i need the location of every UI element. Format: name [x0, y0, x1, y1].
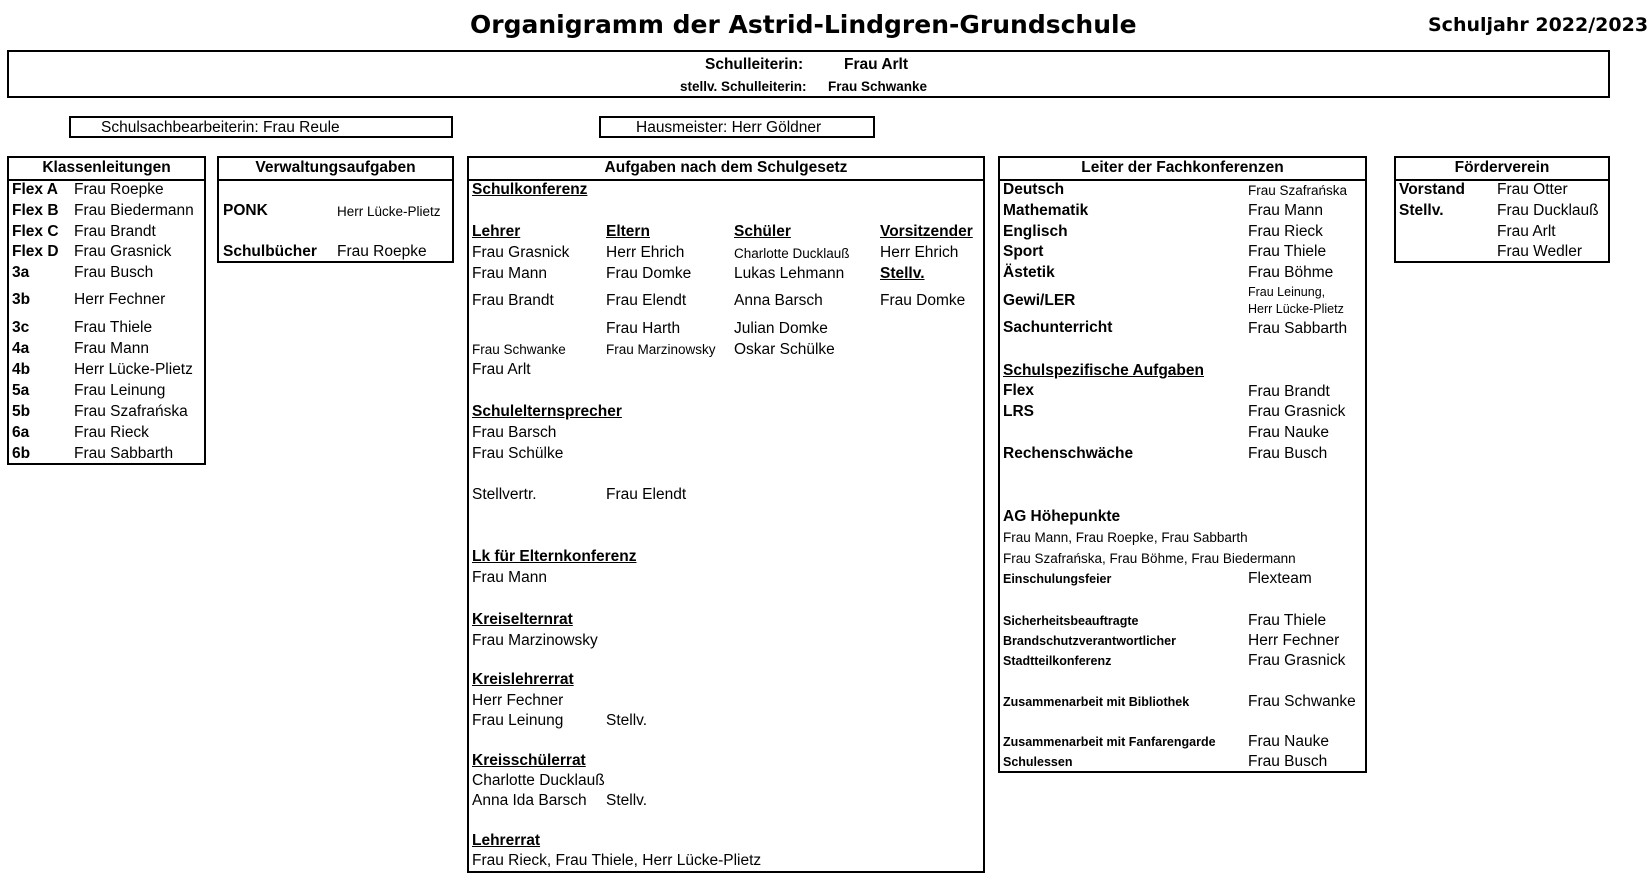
- aufgabe-label: Stadtteilkonferenz: [1003, 654, 1112, 668]
- lehrer-item: Frau Schwanke: [472, 342, 566, 357]
- ag-heading: AG Höhepunkte: [1003, 508, 1121, 525]
- fach-name: Frau Szafrańska: [1248, 183, 1348, 198]
- col-eltern: Eltern: [606, 223, 650, 240]
- sachbearbeiterin-box: [69, 116, 453, 138]
- aufgabe-label: Schulessen: [1003, 755, 1073, 769]
- schueler-item: Oskar Schülke: [734, 341, 835, 358]
- aufgabe-label: Zusammenarbeit mit Bibliothek: [1003, 695, 1190, 709]
- aufgabe-label: Sicherheitsbeauftragte: [1003, 614, 1139, 628]
- leitung-box: [7, 50, 1610, 98]
- klassenleitungen-box: [7, 156, 206, 465]
- fach-name: Frau Leinung,: [1248, 285, 1326, 299]
- klassenleitung-name: Frau Busch: [74, 264, 154, 281]
- ponk-name: Herr Lücke-Plietz: [337, 204, 441, 219]
- klassenleitung-name: Frau Thiele: [74, 319, 153, 336]
- vorstand-label: Vorstand: [1399, 181, 1466, 198]
- fach-label: Sport: [1003, 243, 1044, 260]
- aufgabe-name: Herr Fechner: [1248, 632, 1340, 649]
- kreiselternrat-name: Frau Marzinowsky: [472, 632, 598, 649]
- schueler-item: Anna Barsch: [734, 292, 823, 309]
- hausmeister-text: Hausmeister: Herr Göldner: [636, 119, 822, 136]
- klassenleitung-name: Frau Biedermann: [74, 202, 194, 219]
- col-schueler: Schüler: [734, 223, 791, 240]
- kreisschuelerrat-stellv: Stellv.: [606, 792, 648, 809]
- eltern-item: Herr Ehrich: [606, 244, 685, 261]
- schulelternsprecher-name: Frau Schülke: [472, 445, 564, 462]
- aufgabe-name: Frau Busch: [1248, 445, 1328, 462]
- fach-name: Frau Sabbarth: [1248, 320, 1348, 337]
- foerderverein-box: [1394, 156, 1610, 263]
- schoolyear-label: Schuljahr 2022/2023: [1428, 14, 1648, 36]
- sachbearbeiterin-text: Schulsachbearbeiterin: Frau Reule: [101, 119, 340, 136]
- lehrer-item: Frau Brandt: [472, 292, 554, 309]
- lk-elternkonferenz-name: Frau Mann: [472, 569, 547, 586]
- stellv-name: Frau Ducklauß: [1497, 202, 1599, 219]
- verwaltung-box: [217, 156, 454, 263]
- lehrerrat-names: Frau Rieck, Frau Thiele, Herr Lücke-Plietz: [472, 852, 762, 869]
- page-title: Organigramm der Astrid-Lindgren-Grundschule: [470, 10, 1137, 39]
- klassenleitung-name: Herr Lücke-Plietz: [74, 361, 193, 378]
- eltern-item: Frau Harth: [606, 320, 681, 337]
- aufgabe-name: Frau Busch: [1248, 753, 1328, 770]
- lehrerrat-heading: Lehrerrat: [472, 832, 541, 849]
- schulgesetz-header: Aufgaben nach dem Schulgesetz: [469, 158, 983, 181]
- fach-name: Frau Böhme: [1248, 264, 1334, 281]
- eltern-item: Frau Domke: [606, 265, 692, 282]
- vorsitzender-name: Herr Ehrich: [880, 244, 959, 261]
- fach-label: Gewi/LER: [1003, 292, 1076, 309]
- stellv-label: Stellv.: [1399, 202, 1444, 219]
- klassenleitung-name: Frau Brandt: [74, 223, 156, 240]
- kreisschuelerrat-name: Charlotte Ducklauß: [472, 772, 605, 789]
- schulelternsprecher-stellv-name: Frau Elendt: [606, 486, 687, 503]
- kreislehrerrat-stellv: Stellv.: [606, 712, 648, 729]
- col-lehrer: Lehrer: [472, 223, 521, 240]
- fach-label: Sachunterricht: [1003, 319, 1113, 336]
- fach-name: Frau Rieck: [1248, 223, 1323, 240]
- vorstand-name: Frau Otter: [1497, 181, 1568, 198]
- aufgabe-label: Brandschutzverantwortlicher: [1003, 634, 1176, 648]
- stellv-leitung-name: Frau Schwanke: [828, 79, 928, 94]
- klassenleitung-name: Frau Leinung: [74, 382, 166, 399]
- stellv-name: Frau Arlt: [1497, 223, 1556, 240]
- klasse-label: Flex C: [12, 223, 59, 240]
- schueler-item: Julian Domke: [734, 320, 828, 337]
- klassenleitung-name: Frau Grasnick: [74, 243, 172, 260]
- fachkonferenzen-header: Leiter der Fachkonferenzen: [1000, 158, 1365, 181]
- fach-label: Englisch: [1003, 223, 1068, 240]
- fachkonferenzen-box: [998, 156, 1367, 773]
- aufgabe-name: Frau Nauke: [1248, 424, 1329, 441]
- klasse-label: 3b: [12, 291, 31, 308]
- klassenleitung-name: Frau Rieck: [74, 424, 149, 441]
- klasse-label: 4a: [12, 340, 30, 357]
- kreisschuelerrat-heading: Kreisschülerrat: [472, 752, 586, 769]
- ag-names: Frau Mann, Frau Roepke, Frau Sabbarth: [1003, 530, 1248, 545]
- schulelternsprecher-heading: Schulelternsprecher: [472, 403, 622, 420]
- klassenleitung-name: Frau Szafrańska: [74, 403, 188, 420]
- klassenleitung-name: Herr Fechner: [74, 291, 166, 308]
- leitung-name: Frau Arlt: [844, 56, 909, 73]
- fach-label: Deutsch: [1003, 181, 1065, 198]
- kreislehrerrat-name: Herr Fechner: [472, 692, 564, 709]
- klasse-label: Flex A: [12, 181, 58, 198]
- stellv-leitung-label: stellv. Schulleiterin:: [680, 79, 807, 94]
- schulbuecher-name: Frau Roepke: [337, 243, 427, 260]
- eltern-item: Frau Elendt: [606, 292, 687, 309]
- schulgesetz-box: [467, 156, 985, 873]
- verwaltung-header: Verwaltungsaufgaben: [219, 158, 452, 181]
- klasse-label: Flex B: [12, 202, 59, 219]
- klasse-label: 3c: [12, 319, 30, 336]
- leitung-label: Schulleiterin:: [705, 56, 804, 73]
- klasse-label: 5b: [12, 403, 31, 420]
- aufgabe-label: Zusammenarbeit mit Fanfarengarde: [1003, 735, 1216, 749]
- col-vorsitzender: Vorsitzender: [880, 223, 973, 240]
- kreisschuelerrat-name: Anna Ida Barsch: [472, 792, 587, 809]
- foerderverein-header: Förderverein: [1396, 158, 1608, 181]
- aufgabe-label: Rechenschwäche: [1003, 445, 1134, 462]
- aufgabe-name: Frau Grasnick: [1248, 403, 1346, 420]
- lk-elternkonferenz-heading: Lk für Elternkonferenz: [472, 548, 637, 565]
- klasse-label: 6b: [12, 445, 31, 462]
- klasse-label: 4b: [12, 361, 31, 378]
- fach-name: Herr Lücke-Plietz: [1248, 302, 1344, 316]
- aufgabe-label: Flex: [1003, 382, 1035, 399]
- fach-label: Ästetik: [1003, 264, 1055, 281]
- aufgabe-name: Frau Grasnick: [1248, 652, 1346, 669]
- klasse-label: Flex D: [12, 243, 59, 260]
- klasse-label: 3a: [12, 264, 30, 281]
- schueler-item: Charlotte Ducklauß: [734, 246, 850, 261]
- klassenleitung-name: Frau Mann: [74, 340, 149, 357]
- kreislehrerrat-name: Frau Leinung: [472, 712, 564, 729]
- klasse-label: 6a: [12, 424, 30, 441]
- hausmeister-box: [599, 116, 875, 138]
- schulspezifische-heading: Schulspezifische Aufgaben: [1003, 362, 1204, 379]
- kreiselternrat-heading: Kreiselternrat: [472, 611, 573, 628]
- schulbuecher-label: Schulbücher: [223, 243, 317, 260]
- aufgabe-name: Frau Brandt: [1248, 383, 1330, 400]
- aufgabe-name: Frau Thiele: [1248, 612, 1327, 629]
- klassenleitung-name: Frau Sabbarth: [74, 445, 174, 462]
- vorsitzender-stellv-label: Stellv.: [880, 265, 925, 282]
- fach-name: Frau Mann: [1248, 202, 1323, 219]
- aufgabe-label: LRS: [1003, 403, 1034, 420]
- schulkonferenz-heading: Schulkonferenz: [472, 181, 588, 198]
- aufgabe-name: Flexteam: [1248, 570, 1312, 587]
- stellv-name: Frau Wedler: [1497, 243, 1582, 260]
- schulelternsprecher-name: Frau Barsch: [472, 424, 557, 441]
- klassenleitungen-header: Klassenleitungen: [9, 158, 204, 181]
- aufgabe-label: Einschulungsfeier: [1003, 572, 1112, 586]
- lehrer-item: Frau Arlt: [472, 361, 531, 378]
- klasse-label: 5a: [12, 382, 30, 399]
- schulelternsprecher-stellv-label: Stellvertr.: [472, 486, 537, 503]
- fach-name: Frau Thiele: [1248, 243, 1327, 260]
- ag-names: Frau Szafrańska, Frau Böhme, Frau Biedermann: [1003, 551, 1296, 566]
- fach-label: Mathematik: [1003, 202, 1089, 219]
- aufgabe-name: Frau Nauke: [1248, 733, 1329, 750]
- ponk-label: PONK: [223, 202, 268, 219]
- vorsitzender-stellv-name: Frau Domke: [880, 292, 966, 309]
- lehrer-item: Frau Mann: [472, 265, 547, 282]
- schueler-item: Lukas Lehmann: [734, 265, 845, 282]
- lehrer-item: Frau Grasnick: [472, 244, 570, 261]
- aufgabe-name: Frau Schwanke: [1248, 693, 1356, 710]
- eltern-item: Frau Marzinowsky: [606, 342, 716, 357]
- kreislehrerrat-heading: Kreislehrerrat: [472, 671, 574, 688]
- klassenleitung-name: Frau Roepke: [74, 181, 164, 198]
